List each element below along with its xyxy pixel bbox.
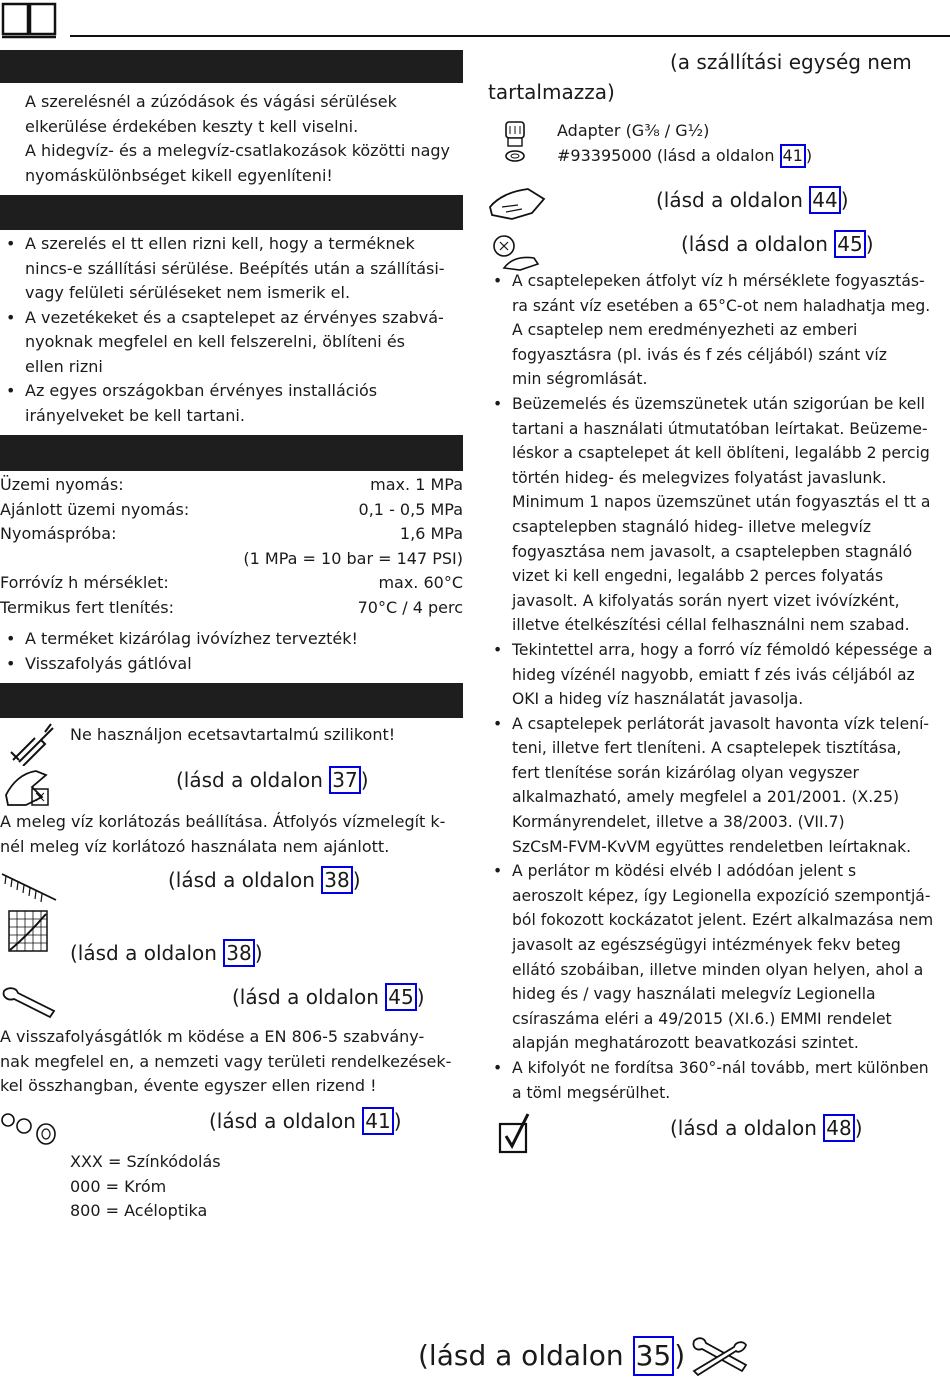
silicone-gun-icon xyxy=(5,722,57,766)
grid-chart-icon xyxy=(8,910,48,952)
text-line: nél meleg víz korlátozó használata nem ajánlott. xyxy=(0,836,390,856)
text-line: • A vezetékeket és a csaptelepet az érvényes szabvá- xyxy=(25,307,444,327)
ref-suffix: ) xyxy=(360,768,369,792)
text-line: tartani a használati útmutatóban leírtakat. Beüzeme- xyxy=(512,419,928,438)
list-item xyxy=(487,392,950,638)
page-reference xyxy=(176,766,369,794)
list-item xyxy=(0,627,463,652)
header-rule xyxy=(70,35,950,37)
ref-suffix: ) xyxy=(352,868,361,892)
ref-prefix: (lásd a oldalon xyxy=(70,941,224,965)
tools-icon xyxy=(690,1335,750,1377)
page-link-35[interactable]: 35 xyxy=(633,1336,675,1376)
text-line: A meleg víz korlátozás beállítása. Átfolyós vízmelegít k- xyxy=(0,812,446,831)
tech-row xyxy=(0,522,463,547)
ref-suffix: ) xyxy=(805,145,813,165)
adapter-info xyxy=(557,119,812,168)
ref-suffix: ) xyxy=(416,985,425,1009)
ref-prefix: (lásd a oldalon xyxy=(418,1339,633,1372)
text-line: ellátó szobáiban, illetve minden olyan helyen, ahol a xyxy=(512,960,924,979)
ref-prefix: (lásd a oldalon xyxy=(232,985,386,1009)
page-reference xyxy=(168,866,361,894)
text-line: Visszafolyás gátlóval xyxy=(25,653,192,673)
hand-measure-icon xyxy=(2,765,54,809)
text-line: • A csaptelepeken átfolyt víz h mérséklete fogyasztás- xyxy=(512,272,925,290)
text-line: A csaptelep nem eredményezheti az emberi xyxy=(512,321,858,340)
accessory-title-line2: tartalmazza) xyxy=(488,80,615,104)
page-link-41[interactable]: 41 xyxy=(362,1107,393,1135)
text-line: alkalmazható, amely megfelel a 201/2001. (X.25) xyxy=(512,788,900,807)
text-line: nincs-e szállítási sérülése. Beépítés után a szállítási- xyxy=(25,258,445,278)
text-line: ból fokozott kockázatot jelent. Ezért alkalmazása nem xyxy=(512,911,934,930)
text-line: elkerülése érdekében keszty t kell viselni. xyxy=(25,116,359,136)
ref-suffix: ) xyxy=(854,1116,863,1140)
text-line: nak megfelel en, a nemzeti vagy területi rendelkezések- xyxy=(0,1051,452,1071)
text-line: A visszafolyásgátlók m ködése a EN 806-5 szabvány- xyxy=(0,1027,425,1046)
section-bar-installation xyxy=(0,195,463,230)
text-line: • Tekintettel arra, hogy a forró víz fémoldó képessége a xyxy=(512,640,933,659)
open-book-icon xyxy=(0,0,58,40)
page-reference xyxy=(656,186,849,214)
list-item xyxy=(487,712,950,860)
page-link-38[interactable]: 38 xyxy=(321,866,352,894)
ref-suffix: ) xyxy=(674,1339,686,1372)
safety-text xyxy=(25,90,465,188)
text-line: • A perlátor m ködési elvéb l adódóan jelent s xyxy=(512,862,857,881)
ref-prefix: (lásd a oldalon xyxy=(656,188,810,212)
list-item xyxy=(487,638,950,712)
tech-label: Nyomáspróba: xyxy=(0,524,117,543)
page-reference xyxy=(209,1107,402,1135)
page-link-41[interactable]: 41 xyxy=(780,144,806,168)
text-line: SzCsM-FVM-KvVM együttes rendeletben leírtaknak. xyxy=(512,837,912,856)
page-reference xyxy=(670,1114,863,1142)
spare-parts-icon xyxy=(0,1110,60,1146)
text-line: 800 = Acéloptika xyxy=(70,1201,208,1220)
tech-label: Termikus fert tlenítés: xyxy=(0,597,174,617)
tech-row xyxy=(0,571,463,596)
list-item xyxy=(487,1056,950,1105)
tech-row xyxy=(0,473,463,498)
section-bar-technical xyxy=(0,435,463,471)
tech-value: max. 60°C xyxy=(378,573,463,592)
ref-suffix: ) xyxy=(254,941,263,965)
tech-value: 0,1 - 0,5 MPa xyxy=(358,499,463,519)
text-line: illetve ételkészítési céllal felhasználni nem szabad. xyxy=(512,616,910,635)
tech-table xyxy=(0,473,463,620)
text-line: • A csaptelepek perlátorát javasolt havonta vízk telení- xyxy=(512,714,930,733)
tech-row xyxy=(0,547,463,572)
text-line: hideg és / vagy használati melegvíz Legionella xyxy=(512,985,876,1004)
tech-value: 70°C / 4 perc xyxy=(357,597,463,617)
text-line: teni, illetve fert tleníteni. A csaptelepek tisztítása, xyxy=(512,739,902,758)
text-line: léskor a csaptelepet át kell öblíteni, legalább 2 percig xyxy=(512,444,930,463)
text-line: A szerelésnél a zúzódások és vágási sérülések xyxy=(25,92,397,111)
text-line: min ségromlását. xyxy=(512,370,648,389)
tech-value: max. 1 MPa xyxy=(370,475,463,494)
text-line: 000 = Króm xyxy=(70,1176,167,1196)
text-line: vizet ki kell engedni, legalább 2 perces folyatás xyxy=(512,567,884,586)
text-line: OKI a hideg víz használatát javasolja. xyxy=(512,690,804,709)
ref-prefix: (lásd a oldalon xyxy=(168,868,322,892)
ruler-scale-icon xyxy=(0,870,58,906)
adapter-icon xyxy=(500,120,530,164)
tech-row xyxy=(0,498,463,523)
page-link-45[interactable]: 45 xyxy=(834,230,865,258)
ref-suffix: ) xyxy=(393,1109,402,1133)
hand-cleaning-icon xyxy=(488,185,546,225)
text-line: A hidegvíz- és a melegvíz-csatlakozások közötti nagy xyxy=(25,141,451,160)
tech-label: Forróvíz h mérséklet: xyxy=(0,573,169,592)
backflow-text xyxy=(0,1025,463,1099)
text-line: irányelveket be kell tartani. xyxy=(25,405,245,425)
checkbox-check-icon xyxy=(498,1112,532,1156)
text-line: ellen rizni xyxy=(25,356,103,376)
text-line: fert tlenítése során kizárólag olyan vegyszer xyxy=(512,763,859,782)
list-item xyxy=(0,232,463,306)
text-line: aeroszolt képez, így Legionella expozíció szempontjá- xyxy=(512,886,931,905)
silicone-note: Ne használjon ecetsavtartalmú szilikont! xyxy=(70,725,396,744)
page-link-37[interactable]: 37 xyxy=(329,766,360,794)
list-item xyxy=(0,306,463,380)
tech-label: Üzemi nyomás: xyxy=(0,475,124,494)
text-line: A terméket kizárólag ivóvízhez tervezték! xyxy=(25,629,358,648)
text-line: • Az egyes országokban érvényes installációs xyxy=(25,381,378,400)
text-line: #93395000 (lásd a oldalon xyxy=(557,145,780,165)
hot-water-text xyxy=(0,810,463,859)
text-line: csíraszáma eléri a 49/2015 (XI.6.) EMMI rendelet xyxy=(512,1009,892,1028)
list-item xyxy=(487,859,950,1056)
color-codes xyxy=(70,1150,221,1224)
text-line: • A kifolyót ne fordítsa 360°-nál tovább, mert különben xyxy=(512,1059,929,1077)
text-line: ra szánt víz esetében a 65°C-ot nem haladhatja meg. xyxy=(512,296,931,315)
ref-prefix: (lásd a oldalon xyxy=(209,1109,363,1133)
hand-valve-icon xyxy=(490,230,542,272)
text-line: alapján meghatározott beavatkozási szintet. xyxy=(512,1034,859,1053)
ref-prefix: (lásd a oldalon xyxy=(176,768,330,792)
text-line: XXX = Színkódolás xyxy=(70,1152,221,1171)
footer-reference xyxy=(418,1336,685,1376)
text-line: nyomáskülönbséget kikell egyenlíteni! xyxy=(25,165,333,185)
tech-row xyxy=(0,596,463,621)
text-line: hideg vízénél nagyobb, emiatt f zés ivás céljából az xyxy=(512,665,915,684)
text-line: javasolt az egészségügyi intézmények fekv beteg xyxy=(512,936,901,955)
usage-list xyxy=(487,269,950,1105)
text-line: vagy felületi sérüléseket nem ismerik el. xyxy=(25,283,351,302)
accessory-title-line1: (a szállítási egység nem xyxy=(670,50,912,74)
text-line: • A szerelés el tt ellen rizni kell, hogy a terméknek xyxy=(25,234,415,253)
ref-suffix: ) xyxy=(840,188,849,212)
tech-value: (1 MPa = 10 bar = 147 PSI) xyxy=(243,548,463,568)
wrench-icon xyxy=(0,985,58,1021)
page-link-45[interactable]: 45 xyxy=(385,983,416,1011)
text-line: javasolt. A kifolyatás során nyert vizet ivóvízként, xyxy=(512,591,900,610)
text-line: Adapter (G³⁄₈ / G½) xyxy=(557,121,710,140)
ref-prefix: (lásd a oldalon xyxy=(681,232,835,256)
text-line: fogyasztása nem javasolt, a csaptelepben stagnáló xyxy=(512,542,913,561)
list-item xyxy=(0,379,463,428)
ref-prefix: (lásd a oldalon xyxy=(670,1116,824,1140)
ref-suffix: ) xyxy=(865,232,874,256)
text-line: • Beüzemelés és üzemszünetek után szigorúan be kell xyxy=(512,394,925,413)
list-item xyxy=(0,652,463,677)
page-reference xyxy=(681,230,874,258)
text-line: Minimum 1 napos üzemszünet után fogyasztás el tt a xyxy=(512,493,931,512)
list-item xyxy=(487,269,950,392)
installation-list xyxy=(0,232,463,428)
page-reference xyxy=(70,939,263,967)
tech-value: 1,6 MPa xyxy=(399,524,463,543)
text-line: csaptelepben stagnáló hideg- illetve melegvíz xyxy=(512,517,872,536)
text-line: nyoknak megfelel en kell felszerelni, öblíteni és xyxy=(25,332,406,351)
tech-bullets xyxy=(0,627,463,676)
section-bar-safety xyxy=(0,50,463,83)
page-reference xyxy=(232,983,425,1011)
section-bar-description xyxy=(0,683,463,718)
tech-label: Ajánlott üzemi nyomás: xyxy=(0,499,190,519)
page-link-38[interactable]: 38 xyxy=(223,939,254,967)
page-link-48[interactable]: 48 xyxy=(823,1114,854,1142)
text-line: történ hideg- és melegvizes folyatást javaslunk. xyxy=(512,468,887,487)
text-line: a töml megsérülhet. xyxy=(512,1083,671,1102)
text-line: fogyasztásra (pl. ivás és f zés céljából) szánt víz xyxy=(512,345,887,364)
page-link-44[interactable]: 44 xyxy=(809,186,840,214)
text-line: kel összhangban, évente egyszer ellen rizend ! xyxy=(0,1076,377,1095)
text-line: Kormányrendelet, illetve a 38/2003. (VII.7) xyxy=(512,813,845,832)
